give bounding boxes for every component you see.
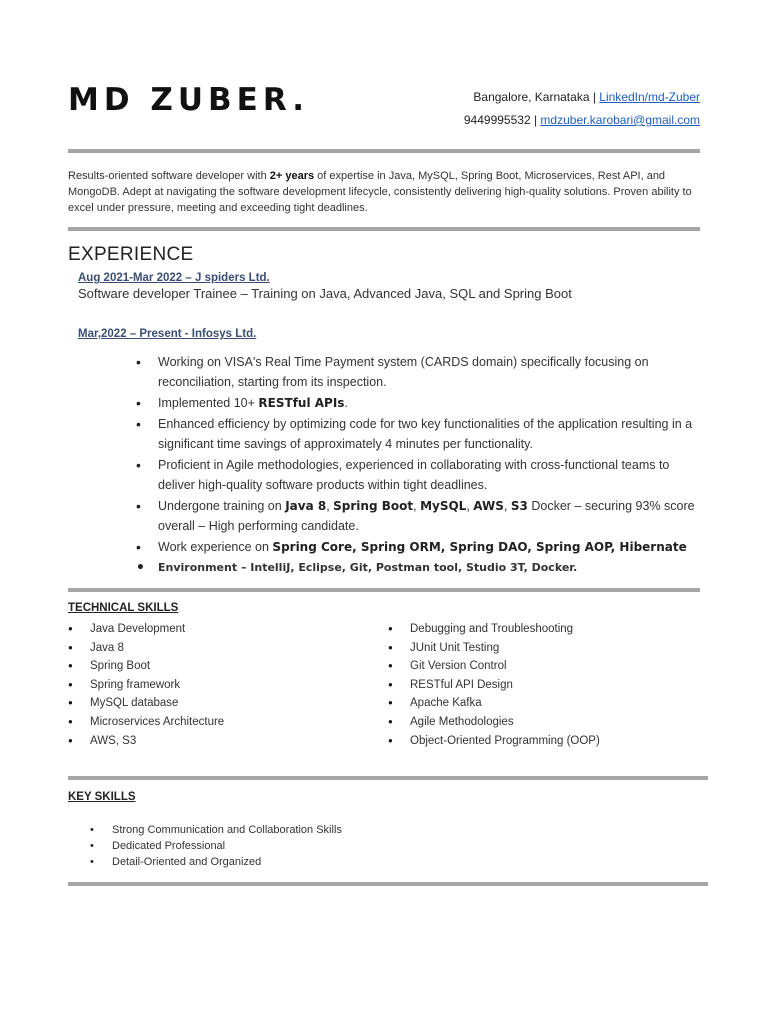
list-item: • Detail-Oriented and Organized [90, 854, 342, 870]
divider [68, 149, 700, 153]
list-item: ● Spring framework [68, 676, 224, 695]
job-1-heading [78, 268, 270, 286]
divider [68, 227, 700, 231]
email-link[interactable]: mdzuber.karobari@gmail.com [540, 113, 700, 127]
list-item: • Enhanced efficiency by optimizing code for two key functionalities of the application resulting in a significant time savings of approximately 4 minutes per functionality. [136, 414, 696, 454]
list-item: ● MySQL database [68, 694, 224, 713]
list-item: ● Git Version Control [388, 657, 600, 676]
job-2-heading [78, 324, 256, 342]
summary-highlight: 2+ years [269, 170, 315, 182]
summary-text-2: of expertise in Java, MySQL, Spring Boot, Microservices, Rest API, and MongoDB. Adept at navigating the software development lifecycle, consistently delivering high-quality solutions. Proven ability to excel under pressure, meeting and exceeding tight deadlines. [68, 170, 692, 214]
list-item: ● RESTful API Design [388, 676, 600, 695]
list-item: • Environment – IntelliJ, Eclipse, Git, Postman tool, Studio 3T, Docker. [136, 558, 696, 578]
technical-skills-left-list [68, 620, 224, 750]
bold-text: Spring Boot [333, 499, 414, 513]
list-item: • Working on VISA's Real Time Payment system (CARDS domain) specifically focusing on reconciliation, starting from its inspection. [136, 352, 696, 392]
text: Work experience on [158, 540, 273, 554]
technical-skills-heading: TECHNICAL SKILLS [68, 602, 179, 614]
job-1-description: Software developer Trainee – Training on Java, Advanced Java, SQL and Spring Boot [78, 286, 572, 301]
list-item [136, 496, 696, 536]
bold-text: MySQL [420, 499, 467, 513]
list-item: ● Java 8 [68, 639, 224, 658]
list-item: ● Spring Boot [68, 657, 224, 676]
job-2-responsibilities [136, 352, 696, 579]
list-item: • Strong Communication and Collaboration Skills [90, 822, 342, 838]
list-item: ● AWS, S3 [68, 732, 224, 751]
experience-heading: EXPERIENCE [68, 244, 194, 265]
summary-text-1: Results-oriented software developer with [68, 170, 270, 182]
text: . [344, 396, 348, 410]
text: , [466, 499, 474, 513]
bold-text: AWS [473, 499, 504, 513]
job-2-title: Mar,2022 – Present - Infosys Ltd. [78, 328, 257, 340]
bold-text: RESTful APIs [258, 396, 345, 410]
linkedin-link[interactable]: LinkedIn/md-Zuber [599, 90, 700, 104]
technical-skills-right-list [388, 620, 600, 750]
contact-line-1 [473, 90, 700, 104]
bold-text: Java 8 [285, 499, 327, 513]
list-item: ● Agile Methodologies [388, 713, 600, 732]
location-text: Bangalore, Karnataka | [473, 90, 596, 104]
key-skills-heading: KEY SKILLS [68, 791, 136, 803]
list-item [136, 537, 696, 557]
text: , [413, 499, 421, 513]
candidate-name: MD ZUBER. [68, 82, 310, 118]
job-1-title: Aug 2021-Mar 2022 – J spiders Ltd. [78, 272, 270, 284]
list-item: ● Object-Oriented Programming (OOP) [388, 732, 600, 751]
phone-text: 9449995532 | [463, 113, 538, 127]
text: Implemented 10+ [158, 396, 259, 410]
divider [68, 776, 708, 780]
divider [68, 588, 700, 592]
list-item: ● Apache Kafka [388, 694, 600, 713]
text: Docker – securing 93% score overall – High performing candidate. [158, 499, 695, 533]
text: , [326, 499, 334, 513]
text: Undergone training on [158, 499, 286, 513]
divider [68, 882, 708, 886]
list-item: ● Microservices Architecture [68, 713, 224, 732]
text: , [503, 499, 511, 513]
list-item: ● JUnit Unit Testing [388, 639, 600, 658]
bold-text: Spring Core, Spring ORM, Spring DAO, Spring AOP, Hibernate [272, 540, 687, 554]
list-item: • Proficient in Agile methodologies, experienced in collaborating with cross-functional teams to deliver high-quality software products within tight deadlines. [136, 455, 696, 495]
list-item: • Dedicated Professional [90, 838, 342, 854]
professional-summary [68, 168, 704, 216]
list-item: ● Debugging and Troubleshooting [388, 620, 600, 639]
list-item [136, 393, 696, 413]
bold-text: S3 [510, 499, 528, 513]
contact-line-2 [464, 113, 700, 127]
list-item: ● Java Development [68, 620, 224, 639]
key-skills-list [90, 822, 342, 870]
